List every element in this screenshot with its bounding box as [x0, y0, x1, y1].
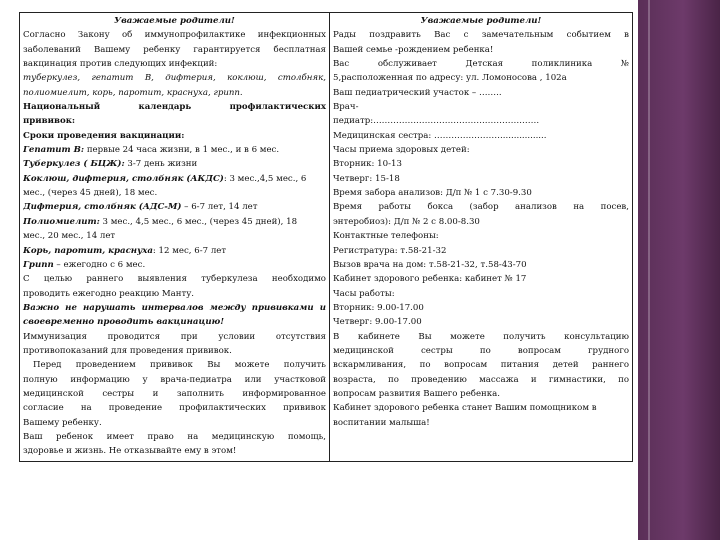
right-line: Кабинет здорового ребенка станет Вашим помощником в: [332, 403, 597, 414]
left-line: проводить ежегодно реакцию Манту.: [23, 288, 195, 299]
left-line: полную информацию у врача-педиатра или участковой: [23, 374, 326, 385]
box-hours-cont: энтеробиоз): Д/п № 2 с 8.00-8.30: [332, 216, 480, 227]
right-line: Вашей семье -рождением ребенка!: [332, 44, 494, 55]
vaccine-hepatitis: [23, 143, 326, 157]
vaccine-polio: [23, 215, 326, 229]
left-line: Ваш ребенок имеет право на медицинскую помощь,: [23, 431, 326, 442]
vaccine-name: Коклюш, дифтерия, столбняк (АКДС): [23, 173, 224, 184]
left-line: здоровье и жизнь. Не отказывайте ему в этом!: [23, 446, 237, 457]
box-hours: Время работы бокса (забор анализов на посев,: [332, 202, 629, 213]
contacts-heading: Контактные телефоны:: [332, 231, 439, 242]
vaccine-flu: [23, 258, 326, 272]
doctor-label: Врач-: [332, 102, 359, 113]
left-line: мес., (через 45 дней), 18 мес.: [23, 188, 158, 199]
vaccine-bcg: [23, 157, 326, 171]
healthy-child-room: Кабинет здорового ребенка: кабинет № 17: [332, 274, 527, 285]
important-note-cont: своевременно проводить вакцинацию!: [23, 317, 224, 328]
sidebar-stripe: [648, 0, 650, 540]
left-column: [20, 13, 330, 461]
vaccine-terms: – ежегодно с 6 мес.: [53, 259, 146, 270]
vaccine-terms: 3-7 день жизни: [124, 159, 198, 170]
right-heading: Уважаемые родители!: [420, 16, 542, 26]
left-line: С целью раннего выявления туберкулеза необходимо: [23, 274, 326, 285]
clinic-line: Вас обслуживает Детская поликлиника №: [332, 59, 629, 70]
vaccine-akds: [23, 172, 326, 186]
clinic-address: 5,расположенная по адресу: ул. Ломоносова , 102а: [332, 73, 567, 84]
right-line: Рады поздравить Вас с замечательным событием в: [332, 30, 629, 41]
left-line: Вашему ребенку.: [23, 417, 102, 428]
doctor-line: педиатр:………………………………………………….: [332, 116, 540, 127]
vaccine-mmr: [23, 244, 326, 258]
vaccine-terms: : 12 мес, 6-7 лет: [152, 245, 227, 256]
reception-tuesday: Вторник: 10-13: [332, 159, 402, 170]
left-line: заболеваний Вашему ребенку гарантируется бесплатная: [23, 44, 326, 55]
decorative-sidebar: [638, 0, 720, 540]
left-line: медицинской сестры и заполнить информированное: [23, 388, 326, 399]
calendar-heading: Национальный календарь профилактических: [23, 102, 326, 113]
vaccine-terms: первые 24 часа жизни, в 1 мес., и в 6 мес.: [84, 145, 280, 156]
vaccine-name: Корь, паротит, краснуха: [23, 245, 153, 256]
left-line: мес., 20 мес., 14 лет: [23, 231, 116, 242]
vaccine-terms: – 6-7 лет, 14 лет: [181, 202, 258, 213]
right-line: медицинской сестры по вопросам грудного: [332, 345, 629, 356]
right-line: вскармливания, по вопросам питания детей раннего: [332, 360, 629, 371]
district-line: Ваш педиатрический участок – ……..: [332, 87, 502, 98]
vaccine-terms: : 3 мес.,4,5 мес., 6: [223, 173, 307, 184]
vaccine-name: Гепатит В:: [23, 145, 85, 156]
work-thursday: Четверг: 9.00-17.00: [332, 317, 422, 328]
vaccine-name: Туберкулез ( БЦЖ):: [23, 159, 125, 170]
left-line: вакцинация против следующих инфекций:: [23, 59, 218, 70]
left-line: Согласно Закону об иммунопрофилактике инфекционных: [23, 30, 326, 41]
left-line: согласие на проведение профилактических прививок: [23, 403, 326, 414]
right-column: [330, 13, 632, 461]
calendar-heading-cont: прививок:: [23, 116, 76, 127]
left-line: туберкулез, гепатит В, дифтерия, коклюш, столбняк,: [23, 73, 326, 84]
vaccine-name: Грипп: [23, 259, 54, 270]
work-hours-heading: Часы работы:: [332, 288, 395, 299]
right-line: воспитании малыша!: [332, 417, 430, 428]
left-line: противопоказаний для проведения прививок.: [23, 345, 232, 356]
important-note: Важно не нарушать интервалов между прививками и: [23, 302, 326, 313]
vaccine-terms: 3 мес., 4,5 мес., 6 мес., (через 45 дней), 18: [99, 216, 298, 227]
registry-phone: Регистратура: т.58-21-32: [332, 245, 447, 256]
home-call-phone: Вызов врача на дом: т.58-21-32, т.58-43-70: [332, 259, 527, 270]
right-line: В кабинете Вы можете получить консультацию: [332, 331, 629, 342]
right-line: возраста, по проведению массажа и гимнастики, по: [332, 374, 629, 385]
reception-thursday: Четверг: 15-18: [332, 173, 400, 184]
vaccine-name: Полиомиелит:: [23, 216, 100, 227]
left-line: Перед проведением прививок Вы можете получить: [33, 360, 326, 371]
work-tuesday: Вторник: 9.00-17.00: [332, 302, 424, 313]
left-line: полиомиелит, корь, паротит, краснуха, грипп.: [23, 87, 243, 98]
right-line: вопросам развития Вашего ребенка.: [332, 388, 500, 399]
vaccine-name: Дифтерия, столбняк (АДС-М): [23, 202, 182, 213]
analysis-time: Время забора анализов: Д/п № 1 с 7.30-9.30: [332, 188, 532, 199]
schedule-heading: Сроки проведения вакцинации:: [23, 130, 185, 141]
left-line: Иммунизация проводится при условии отсутствия: [23, 331, 326, 342]
left-heading: Уважаемые родители!: [114, 16, 235, 26]
reception-hours-heading: Часы приема здоровых детей:: [332, 145, 470, 156]
leaflet-table: [19, 12, 633, 462]
vaccine-ads: [23, 200, 326, 214]
nurse-line: Медицинская сестра: ……………………................: [332, 130, 547, 141]
